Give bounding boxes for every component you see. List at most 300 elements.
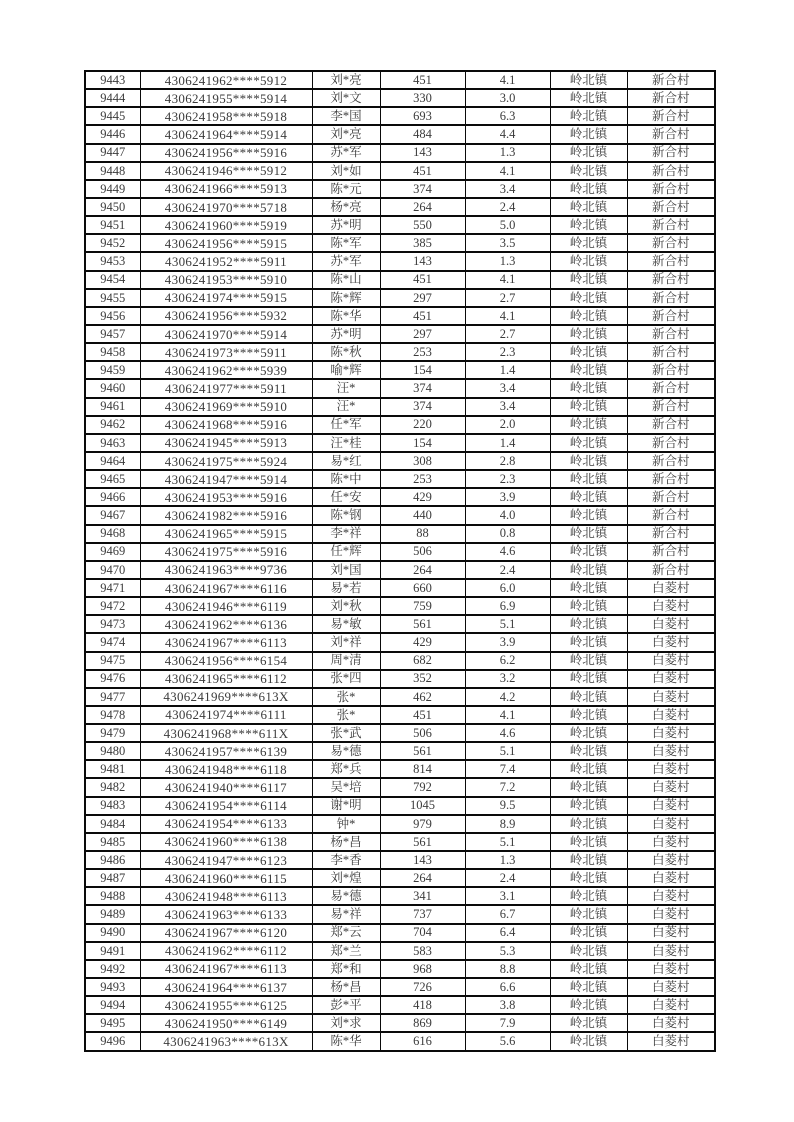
cell-rate: 6.7 — [465, 905, 550, 923]
cell-id: 4306241953****5916 — [140, 488, 312, 506]
cell-id: 4306241958****5918 — [140, 107, 312, 125]
cell-id: 4306241962****6112 — [140, 942, 312, 960]
cell-town: 岭北镇 — [550, 307, 627, 325]
cell-name: 苏*明 — [312, 216, 380, 234]
cell-amount: 660 — [380, 579, 465, 597]
cell-town: 岭北镇 — [550, 996, 627, 1014]
cell-village: 新合村 — [627, 216, 715, 234]
cell-seq: 9471 — [85, 579, 140, 597]
cell-town: 岭北镇 — [550, 615, 627, 633]
cell-town: 岭北镇 — [550, 942, 627, 960]
cell-town: 岭北镇 — [550, 778, 627, 796]
cell-amount: 759 — [380, 597, 465, 615]
cell-town: 岭北镇 — [550, 688, 627, 706]
cell-village: 新合村 — [627, 289, 715, 307]
cell-village: 新合村 — [627, 416, 715, 434]
cell-town: 岭北镇 — [550, 1014, 627, 1032]
cell-town: 岭北镇 — [550, 343, 627, 361]
cell-name: 苏*明 — [312, 325, 380, 343]
cell-amount: 297 — [380, 289, 465, 307]
cell-town: 岭北镇 — [550, 579, 627, 597]
cell-village: 新合村 — [627, 561, 715, 579]
cell-rate: 5.3 — [465, 942, 550, 960]
cell-village: 新合村 — [627, 470, 715, 488]
cell-amount: 143 — [380, 851, 465, 869]
cell-town: 岭北镇 — [550, 978, 627, 996]
cell-rate: 4.4 — [465, 125, 550, 143]
cell-town: 岭北镇 — [550, 561, 627, 579]
cell-seq: 9444 — [85, 89, 140, 107]
cell-id: 4306241964****6137 — [140, 978, 312, 996]
cell-name: 刘*祥 — [312, 633, 380, 651]
cell-village: 白菱村 — [627, 887, 715, 905]
table-row — [85, 234, 715, 252]
cell-village: 新合村 — [627, 271, 715, 289]
cell-id: 4306241947****6123 — [140, 851, 312, 869]
cell-name: 易*敏 — [312, 615, 380, 633]
table-row — [85, 107, 715, 125]
cell-id: 4306241965****5915 — [140, 525, 312, 543]
cell-town: 岭北镇 — [550, 706, 627, 724]
cell-village: 新合村 — [627, 325, 715, 343]
cell-rate: 2.3 — [465, 343, 550, 361]
cell-name: 张*四 — [312, 670, 380, 688]
table-row — [85, 180, 715, 198]
cell-seq: 9451 — [85, 216, 140, 234]
cell-town: 岭北镇 — [550, 416, 627, 434]
table-row — [85, 724, 715, 742]
cell-seq: 9461 — [85, 398, 140, 416]
cell-id: 4306241969****613X — [140, 688, 312, 706]
cell-town: 岭北镇 — [550, 252, 627, 270]
table-row — [85, 905, 715, 923]
cell-id: 4306241956****6154 — [140, 652, 312, 670]
table-row — [85, 833, 715, 851]
cell-amount: 462 — [380, 688, 465, 706]
cell-seq: 9456 — [85, 307, 140, 325]
cell-rate: 7.9 — [465, 1014, 550, 1032]
cell-town: 岭北镇 — [550, 89, 627, 107]
cell-town: 岭北镇 — [550, 652, 627, 670]
cell-amount: 506 — [380, 724, 465, 742]
cell-amount: 726 — [380, 978, 465, 996]
cell-town: 岭北镇 — [550, 107, 627, 125]
table-row — [85, 216, 715, 234]
cell-id: 4306241955****6125 — [140, 996, 312, 1014]
cell-town: 岭北镇 — [550, 488, 627, 506]
cell-amount: 814 — [380, 760, 465, 778]
cell-id: 4306241975****5924 — [140, 452, 312, 470]
cell-id: 4306241955****5914 — [140, 89, 312, 107]
cell-name: 汪* — [312, 398, 380, 416]
cell-rate: 3.0 — [465, 89, 550, 107]
cell-amount: 704 — [380, 924, 465, 942]
table-row — [85, 887, 715, 905]
cell-rate: 5.1 — [465, 833, 550, 851]
table-row — [85, 506, 715, 524]
cell-amount: 374 — [380, 379, 465, 397]
cell-name: 陈*山 — [312, 271, 380, 289]
cell-seq: 9462 — [85, 416, 140, 434]
cell-name: 陈*元 — [312, 180, 380, 198]
cell-seq: 9469 — [85, 543, 140, 561]
cell-town: 岭北镇 — [550, 361, 627, 379]
cell-seq: 9477 — [85, 688, 140, 706]
cell-id: 4306241963****613X — [140, 1032, 312, 1051]
cell-amount: 616 — [380, 1032, 465, 1051]
cell-seq: 9492 — [85, 960, 140, 978]
cell-seq: 9460 — [85, 379, 140, 397]
cell-town: 岭北镇 — [550, 452, 627, 470]
cell-name: 张* — [312, 688, 380, 706]
cell-town: 岭北镇 — [550, 887, 627, 905]
cell-name: 刘*亮 — [312, 125, 380, 143]
cell-id: 4306241940****6117 — [140, 778, 312, 796]
cell-rate: 6.3 — [465, 107, 550, 125]
cell-id: 4306241965****6112 — [140, 670, 312, 688]
records-table-body — [85, 71, 715, 1051]
cell-amount: 484 — [380, 125, 465, 143]
cell-amount: 341 — [380, 887, 465, 905]
cell-village: 白菱村 — [627, 797, 715, 815]
cell-rate: 3.9 — [465, 633, 550, 651]
cell-rate: 1.4 — [465, 434, 550, 452]
cell-seq: 9472 — [85, 597, 140, 615]
cell-amount: 561 — [380, 833, 465, 851]
cell-village: 白菱村 — [627, 579, 715, 597]
cell-rate: 6.9 — [465, 597, 550, 615]
table-row — [85, 470, 715, 488]
cell-amount: 154 — [380, 361, 465, 379]
table-row — [85, 543, 715, 561]
cell-village: 白菱村 — [627, 742, 715, 760]
cell-rate: 3.5 — [465, 234, 550, 252]
cell-seq: 9452 — [85, 234, 140, 252]
cell-name: 刘*文 — [312, 89, 380, 107]
cell-name: 郑*兵 — [312, 760, 380, 778]
cell-seq: 9449 — [85, 180, 140, 198]
cell-town: 岭北镇 — [550, 760, 627, 778]
cell-village: 白菱村 — [627, 652, 715, 670]
cell-amount: 385 — [380, 234, 465, 252]
cell-id: 4306241954****6114 — [140, 797, 312, 815]
cell-id: 4306241962****6136 — [140, 615, 312, 633]
table-row — [85, 760, 715, 778]
cell-rate: 6.0 — [465, 579, 550, 597]
cell-amount: 451 — [380, 162, 465, 180]
cell-seq: 9473 — [85, 615, 140, 633]
cell-rate: 4.0 — [465, 506, 550, 524]
table-row — [85, 361, 715, 379]
cell-amount: 143 — [380, 144, 465, 162]
table-row — [85, 198, 715, 216]
cell-id: 4306241957****6139 — [140, 742, 312, 760]
cell-seq: 9483 — [85, 797, 140, 815]
cell-name: 郑*和 — [312, 960, 380, 978]
cell-seq: 9494 — [85, 996, 140, 1014]
cell-name: 杨*昌 — [312, 833, 380, 851]
cell-seq: 9476 — [85, 670, 140, 688]
cell-id: 4306241969****5910 — [140, 398, 312, 416]
cell-amount: 429 — [380, 488, 465, 506]
cell-village: 白菱村 — [627, 615, 715, 633]
cell-rate: 5.6 — [465, 1032, 550, 1051]
cell-town: 岭北镇 — [550, 216, 627, 234]
cell-id: 4306241948****6118 — [140, 760, 312, 778]
cell-id: 4306241970****5718 — [140, 198, 312, 216]
cell-rate: 3.4 — [465, 379, 550, 397]
cell-town: 岭北镇 — [550, 597, 627, 615]
cell-village: 白菱村 — [627, 633, 715, 651]
cell-seq: 9459 — [85, 361, 140, 379]
cell-rate: 6.2 — [465, 652, 550, 670]
table-row — [85, 162, 715, 180]
cell-seq: 9482 — [85, 778, 140, 796]
cell-name: 任*辉 — [312, 543, 380, 561]
cell-rate: 5.1 — [465, 742, 550, 760]
records-table — [84, 70, 716, 1052]
cell-rate: 6.4 — [465, 924, 550, 942]
cell-village: 新合村 — [627, 525, 715, 543]
cell-town: 岭北镇 — [550, 797, 627, 815]
table-row — [85, 525, 715, 543]
cell-id: 4306241962****5939 — [140, 361, 312, 379]
cell-seq: 9488 — [85, 887, 140, 905]
cell-town: 岭北镇 — [550, 162, 627, 180]
cell-seq: 9447 — [85, 144, 140, 162]
cell-rate: 0.8 — [465, 525, 550, 543]
cell-rate: 8.9 — [465, 815, 550, 833]
cell-town: 岭北镇 — [550, 633, 627, 651]
cell-id: 4306241964****5914 — [140, 125, 312, 143]
cell-village: 新合村 — [627, 398, 715, 416]
table-row — [85, 434, 715, 452]
cell-village: 白菱村 — [627, 1014, 715, 1032]
cell-town: 岭北镇 — [550, 833, 627, 851]
table-row — [85, 252, 715, 270]
cell-amount: 418 — [380, 996, 465, 1014]
cell-name: 刘*国 — [312, 561, 380, 579]
cell-rate: 5.1 — [465, 615, 550, 633]
cell-village: 白菱村 — [627, 869, 715, 887]
table-row — [85, 670, 715, 688]
table-row — [85, 307, 715, 325]
cell-seq: 9496 — [85, 1032, 140, 1051]
table-row — [85, 978, 715, 996]
cell-village: 新合村 — [627, 125, 715, 143]
cell-amount: 792 — [380, 778, 465, 796]
cell-name: 李*祥 — [312, 525, 380, 543]
cell-rate: 3.4 — [465, 180, 550, 198]
cell-id: 4306241962****5912 — [140, 71, 312, 89]
cell-name: 刘*秋 — [312, 597, 380, 615]
cell-seq: 9470 — [85, 561, 140, 579]
cell-rate: 4.1 — [465, 71, 550, 89]
cell-rate: 9.5 — [465, 797, 550, 815]
cell-seq: 9453 — [85, 252, 140, 270]
cell-id: 4306241968****5916 — [140, 416, 312, 434]
table-row — [85, 579, 715, 597]
cell-name: 易*德 — [312, 887, 380, 905]
table-row — [85, 924, 715, 942]
cell-rate: 4.2 — [465, 688, 550, 706]
cell-amount: 583 — [380, 942, 465, 960]
cell-town: 岭北镇 — [550, 234, 627, 252]
cell-rate: 4.6 — [465, 724, 550, 742]
cell-town: 岭北镇 — [550, 815, 627, 833]
cell-name: 陈*华 — [312, 1032, 380, 1051]
cell-village: 新合村 — [627, 198, 715, 216]
cell-name: 张*武 — [312, 724, 380, 742]
cell-amount: 506 — [380, 543, 465, 561]
cell-id: 4306241960****6138 — [140, 833, 312, 851]
cell-rate: 2.3 — [465, 470, 550, 488]
cell-seq: 9468 — [85, 525, 140, 543]
cell-village: 白菱村 — [627, 815, 715, 833]
cell-amount: 220 — [380, 416, 465, 434]
cell-id: 4306241975****5916 — [140, 543, 312, 561]
cell-seq: 9458 — [85, 343, 140, 361]
cell-rate: 3.1 — [465, 887, 550, 905]
cell-rate: 2.4 — [465, 561, 550, 579]
cell-amount: 693 — [380, 107, 465, 125]
cell-amount: 297 — [380, 325, 465, 343]
cell-name: 易*若 — [312, 579, 380, 597]
table-row — [85, 652, 715, 670]
cell-seq: 9467 — [85, 506, 140, 524]
cell-village: 白菱村 — [627, 942, 715, 960]
cell-rate: 2.7 — [465, 325, 550, 343]
cell-amount: 429 — [380, 633, 465, 651]
cell-seq: 9445 — [85, 107, 140, 125]
cell-name: 谢*明 — [312, 797, 380, 815]
cell-rate: 1.3 — [465, 252, 550, 270]
cell-rate: 4.1 — [465, 162, 550, 180]
cell-amount: 968 — [380, 960, 465, 978]
cell-name: 刘*煌 — [312, 869, 380, 887]
cell-village: 白菱村 — [627, 670, 715, 688]
cell-id: 4306241967****6113 — [140, 960, 312, 978]
cell-id: 4306241945****5913 — [140, 434, 312, 452]
cell-village: 白菱村 — [627, 724, 715, 742]
cell-rate: 7.2 — [465, 778, 550, 796]
cell-name: 苏*军 — [312, 144, 380, 162]
cell-rate: 1.3 — [465, 851, 550, 869]
cell-village: 新合村 — [627, 452, 715, 470]
table-row — [85, 597, 715, 615]
cell-seq: 9474 — [85, 633, 140, 651]
cell-name: 刘*亮 — [312, 71, 380, 89]
cell-amount: 451 — [380, 271, 465, 289]
table-row — [85, 688, 715, 706]
cell-seq: 9490 — [85, 924, 140, 942]
cell-id: 4306241947****5914 — [140, 470, 312, 488]
cell-amount: 88 — [380, 525, 465, 543]
cell-name: 刘*如 — [312, 162, 380, 180]
cell-town: 岭北镇 — [550, 525, 627, 543]
cell-seq: 9487 — [85, 869, 140, 887]
cell-rate: 4.6 — [465, 543, 550, 561]
table-row — [85, 379, 715, 397]
cell-id: 4306241968****611X — [140, 724, 312, 742]
cell-town: 岭北镇 — [550, 742, 627, 760]
cell-id: 4306241977****5911 — [140, 379, 312, 397]
cell-town: 岭北镇 — [550, 71, 627, 89]
cell-seq: 9485 — [85, 833, 140, 851]
cell-village: 新合村 — [627, 107, 715, 125]
cell-town: 岭北镇 — [550, 724, 627, 742]
cell-id: 4306241967****6113 — [140, 633, 312, 651]
table-row — [85, 398, 715, 416]
cell-name: 任*军 — [312, 416, 380, 434]
table-row — [85, 271, 715, 289]
cell-village: 新合村 — [627, 434, 715, 452]
cell-town: 岭北镇 — [550, 379, 627, 397]
cell-rate: 3.2 — [465, 670, 550, 688]
cell-id: 4306241967****6116 — [140, 579, 312, 597]
cell-amount: 253 — [380, 470, 465, 488]
cell-rate: 2.7 — [465, 289, 550, 307]
cell-village: 新合村 — [627, 379, 715, 397]
cell-name: 刘*求 — [312, 1014, 380, 1032]
cell-town: 岭北镇 — [550, 670, 627, 688]
cell-amount: 264 — [380, 561, 465, 579]
cell-name: 苏*军 — [312, 252, 380, 270]
cell-rate: 4.1 — [465, 271, 550, 289]
table-row — [85, 706, 715, 724]
cell-seq: 9455 — [85, 289, 140, 307]
cell-village: 新合村 — [627, 361, 715, 379]
table-row — [85, 942, 715, 960]
cell-name: 吴*培 — [312, 778, 380, 796]
cell-id: 4306241963****6133 — [140, 905, 312, 923]
cell-village: 白菱村 — [627, 760, 715, 778]
cell-id: 4306241966****5913 — [140, 180, 312, 198]
cell-name: 彭*平 — [312, 996, 380, 1014]
cell-amount: 264 — [380, 869, 465, 887]
cell-village: 新合村 — [627, 180, 715, 198]
cell-name: 郑*兰 — [312, 942, 380, 960]
cell-village: 白菱村 — [627, 851, 715, 869]
cell-id: 4306241956****5915 — [140, 234, 312, 252]
cell-town: 岭北镇 — [550, 960, 627, 978]
cell-amount: 440 — [380, 506, 465, 524]
cell-amount: 352 — [380, 670, 465, 688]
cell-amount: 308 — [380, 452, 465, 470]
cell-village: 新合村 — [627, 488, 715, 506]
cell-town: 岭北镇 — [550, 198, 627, 216]
cell-name: 陈*秋 — [312, 343, 380, 361]
cell-village: 白菱村 — [627, 833, 715, 851]
cell-village: 新合村 — [627, 543, 715, 561]
cell-amount: 330 — [380, 89, 465, 107]
cell-rate: 2.4 — [465, 198, 550, 216]
cell-id: 4306241967****6120 — [140, 924, 312, 942]
cell-village: 新合村 — [627, 144, 715, 162]
cell-id: 4306241952****5911 — [140, 252, 312, 270]
cell-amount: 550 — [380, 216, 465, 234]
cell-village: 白菱村 — [627, 688, 715, 706]
cell-amount: 979 — [380, 815, 465, 833]
cell-amount: 374 — [380, 398, 465, 416]
table-row — [85, 615, 715, 633]
cell-amount: 154 — [380, 434, 465, 452]
cell-village: 新合村 — [627, 234, 715, 252]
cell-village: 新合村 — [627, 162, 715, 180]
cell-name: 陈*中 — [312, 470, 380, 488]
cell-village: 新合村 — [627, 307, 715, 325]
cell-seq: 9491 — [85, 942, 140, 960]
